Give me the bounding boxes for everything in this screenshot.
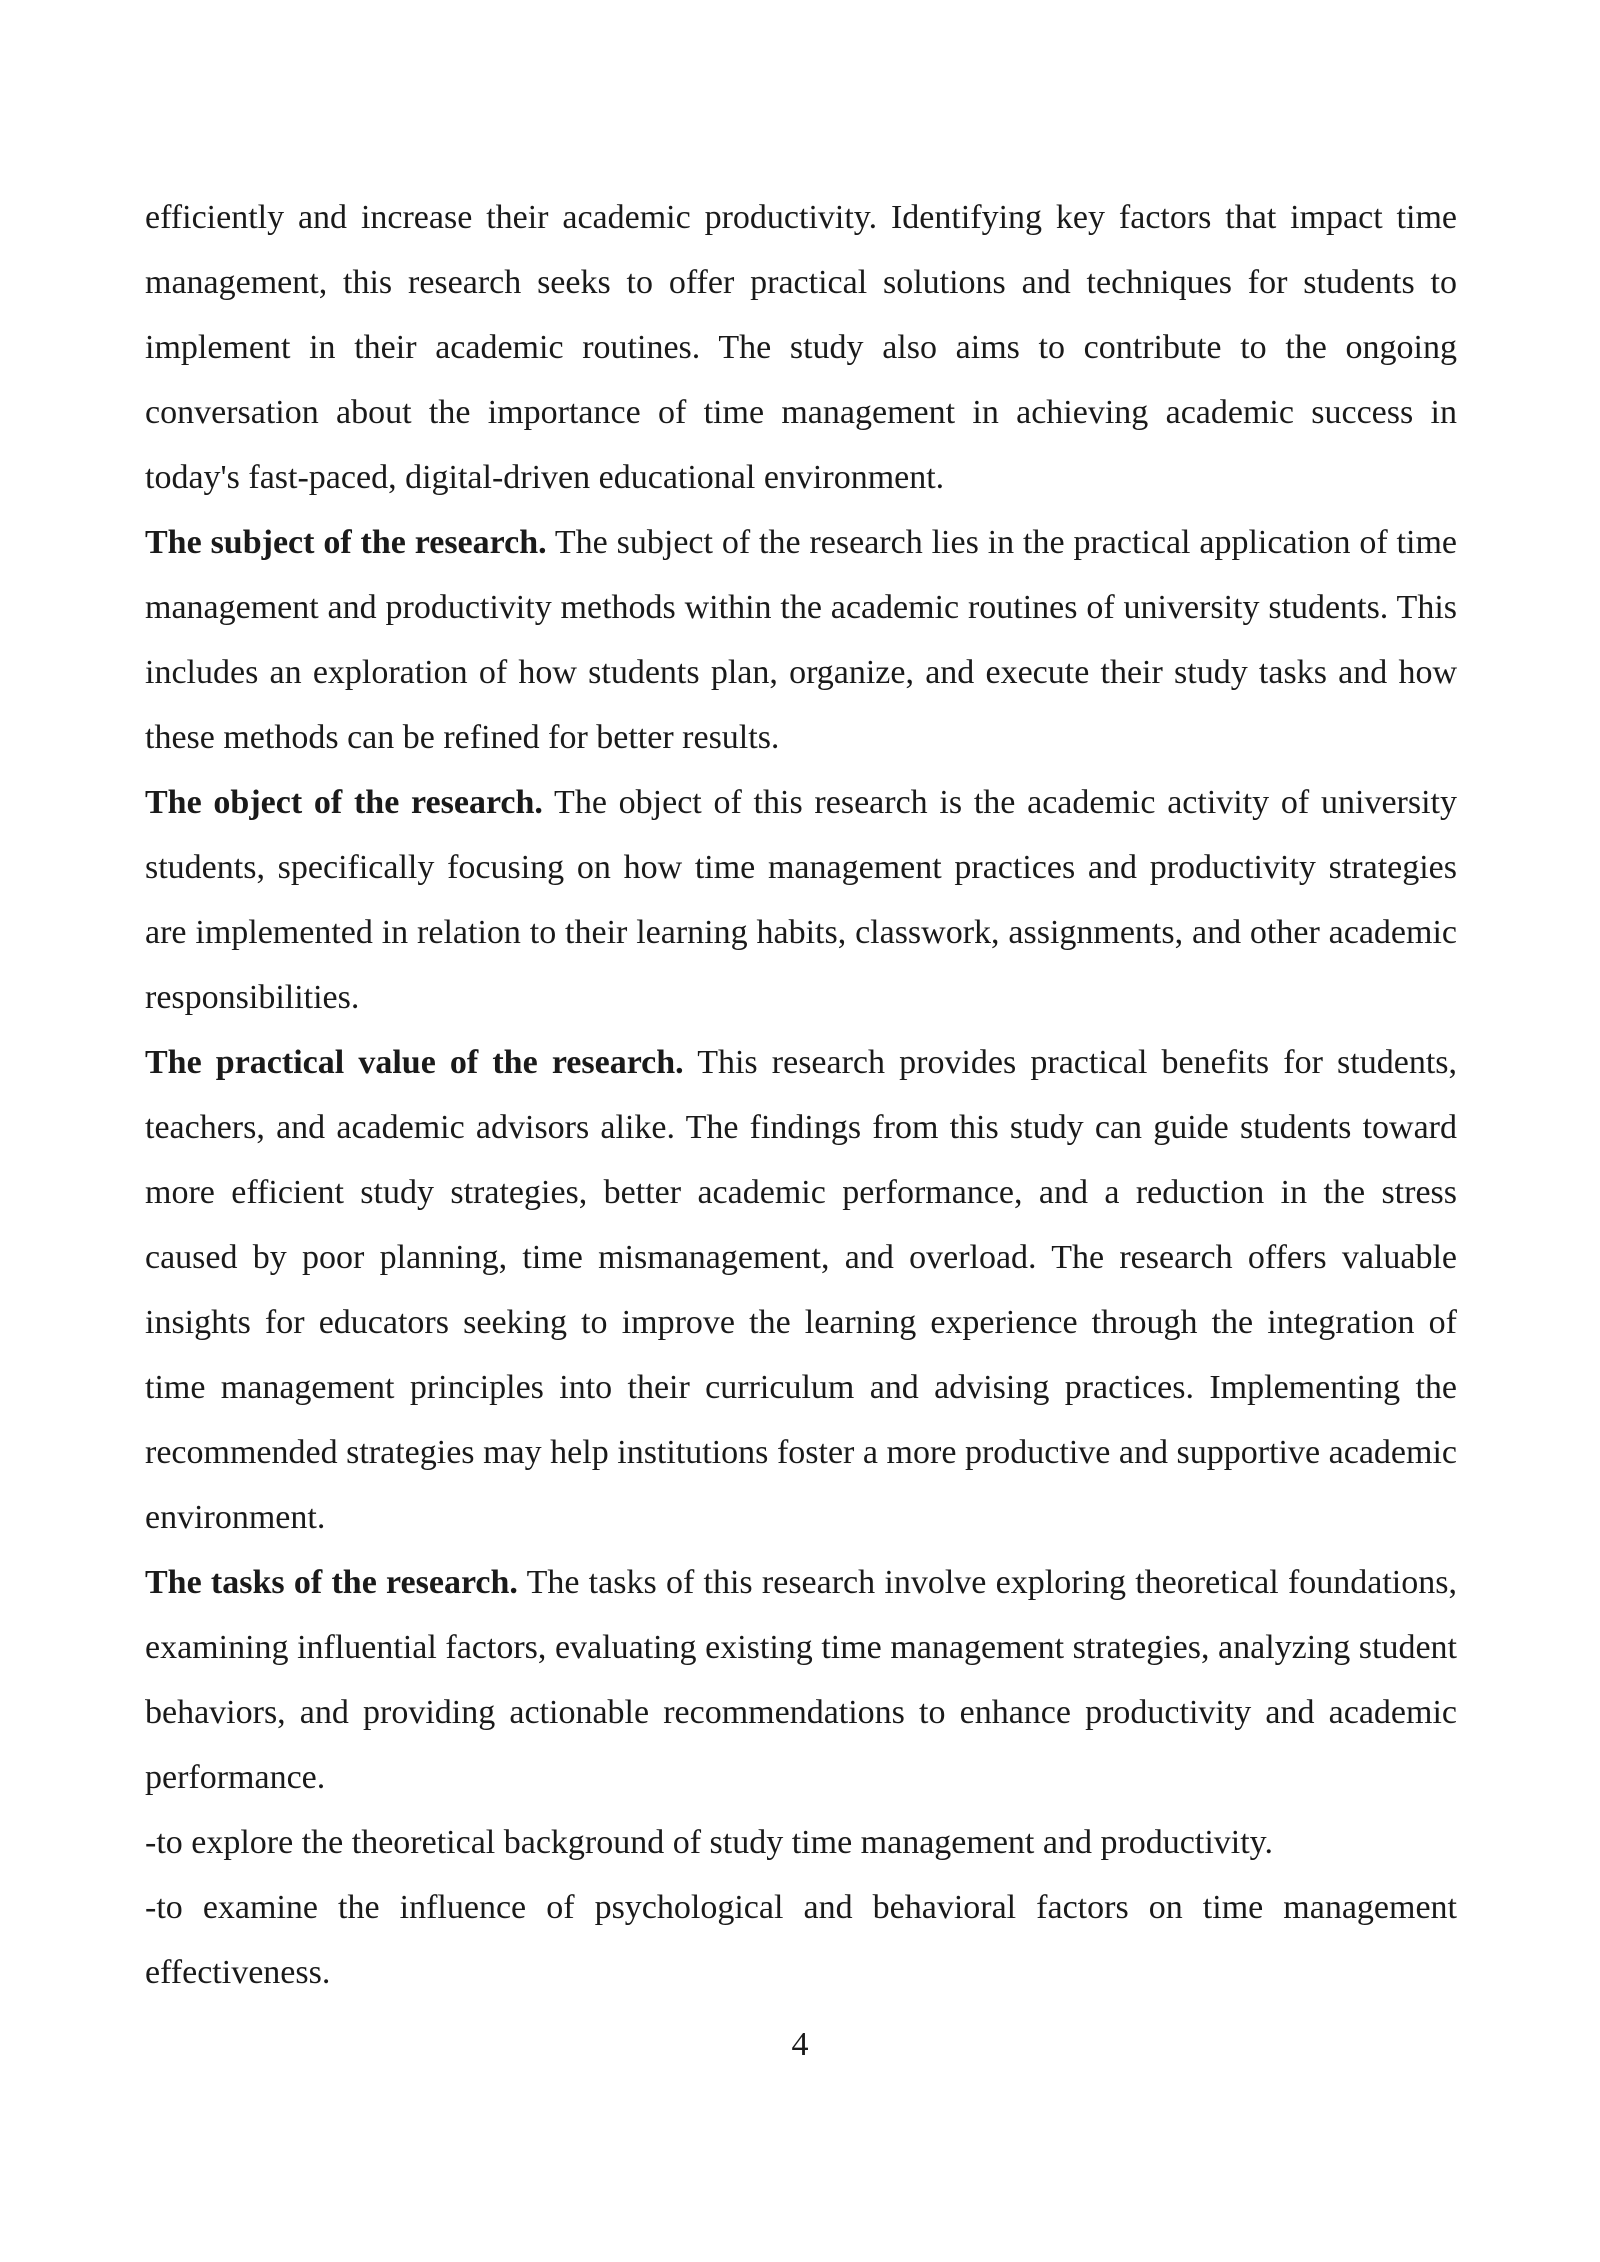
paragraph-text: This research provides practical benefits for students, teachers, and academic advisors alike. The findings from this study can guide students toward more efficient study strategies, better academic performance, and a reduction in the stress caused by poor planning, time mismanagement, and overload. The research offers valuable insights for educators seeking to improve the learning experience through the integration of time management principles into their curriculum and advising practices. Implementing the recommended strategies may help institutions foster a more productive and supportive academic environment. bbox=[145, 1044, 1458, 1536]
paragraph-subject bbox=[145, 510, 1457, 770]
paragraph-intro-continuation bbox=[145, 185, 1457, 510]
paragraph-text: The tasks of this research involve exploring theoretical foundations, examining influential factors, evaluating existing time management strategies, analyzing student behaviors, and providing actionable recommendations to enhance productivity and academic performance. bbox=[145, 1564, 1457, 1796]
paragraph-practical-value bbox=[145, 1030, 1457, 1550]
task-list-item: -to examine the influence of psychological and behavioral factors on time management effectiveness. bbox=[145, 1889, 1457, 1991]
page-number: 4 bbox=[791, 2026, 809, 2063]
page-body bbox=[145, 185, 1457, 2005]
task-list-item: -to explore the theoretical background of study time management and productivity. bbox=[145, 1824, 1273, 1861]
paragraph-text: The subject of the research lies in the practical application of time management and productivity methods within the academic routines of university students. This includes an exploration of how students plan, organize, and execute their study tasks and how these methods can be refined for better results. bbox=[145, 524, 1457, 756]
paragraph-heading: The subject of the research. bbox=[145, 524, 547, 561]
paragraph-tasks bbox=[145, 1550, 1457, 1810]
paragraph-object bbox=[145, 770, 1457, 1030]
paragraph-text: efficiently and increase their academic productivity. Identifying key factors that impact time management, this research seeks to offer practical solutions and techniques for students to implement in their academic routines. The study also aims to contribute to the ongoing conversation about the importance of time management in achieving academic success in today's fast-paced, digital-driven educational environment. bbox=[145, 199, 1457, 496]
paragraph-heading: The tasks of the research. bbox=[145, 1564, 518, 1601]
paragraph-heading: The object of the research. bbox=[145, 784, 543, 821]
paragraph-heading: The practical value of the research. bbox=[145, 1044, 684, 1081]
paragraph-text: The object of this research is the academic activity of university students, specifically focusing on how time management practices and productivity strategies are implemented in relation to their learning habits, classwork, assignments, and other academic responsibilities. bbox=[145, 784, 1457, 1016]
